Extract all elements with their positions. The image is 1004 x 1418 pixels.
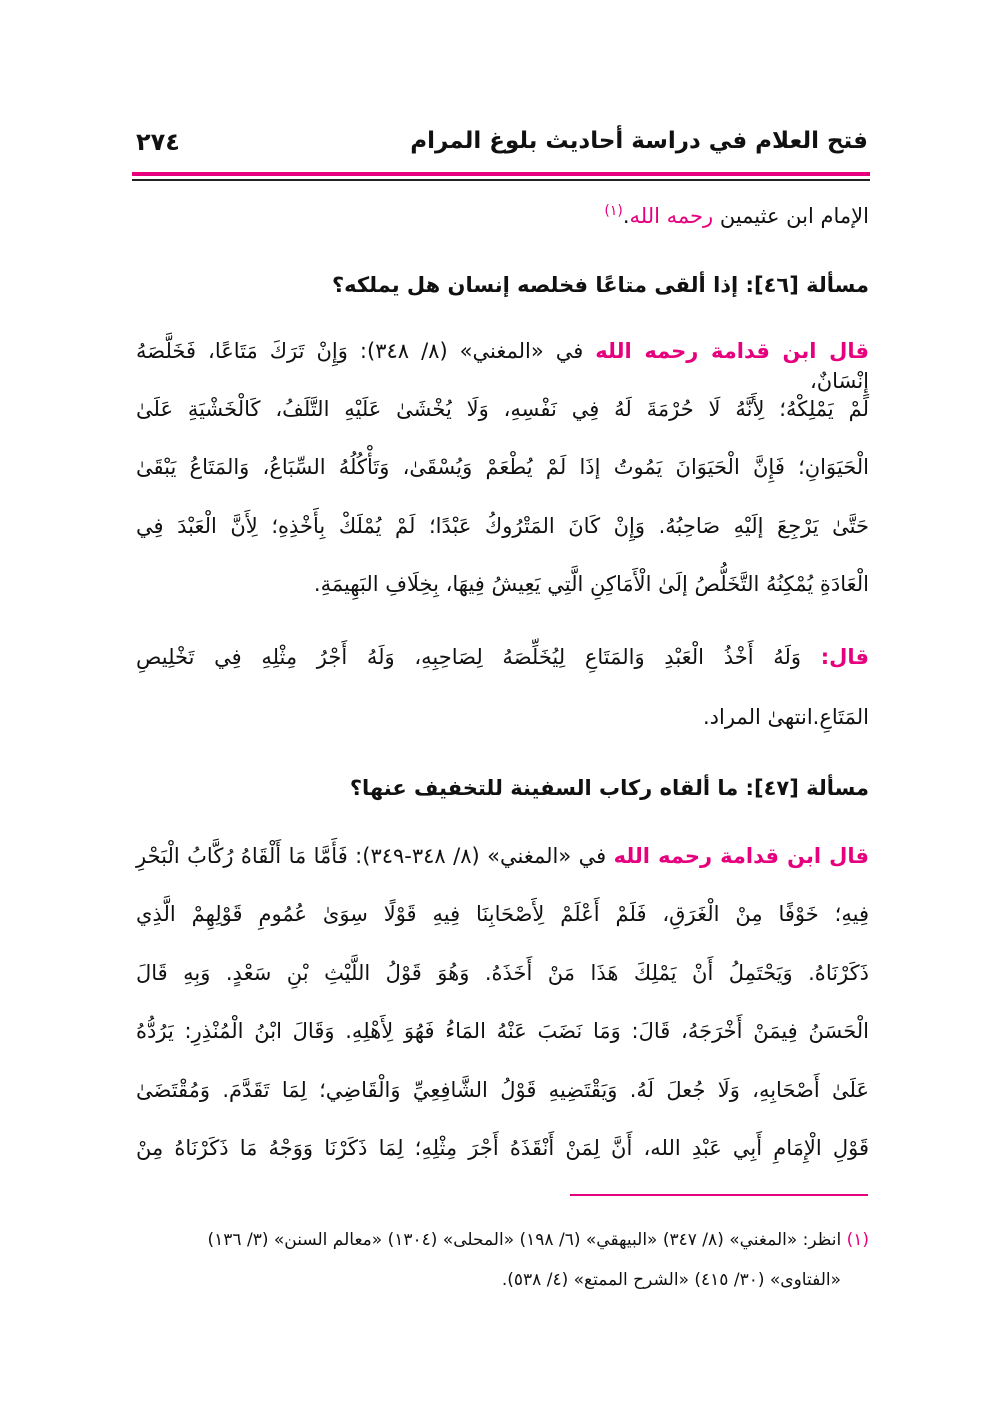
intro-tail: . bbox=[622, 204, 630, 228]
paragraph-line: عَلَىٰ أَصْحَابِهِ، وَلَا جُعلَ لَهُ. وَيَقْتَضِيهِ قَوْلُ الشَّافِعِيِّ وَالْقَاضِي؛ لِمَا تَقَدَّمَ. وَمُقْتَضَىٰ bbox=[136, 1078, 869, 1102]
paragraph-line: ذَكَرْنَاهُ. وَيَحْتَمِلُ أَنْ يَمْلِكَ هَذَا مَنْ أَخَذَهُ. وَهُوَ قَوْلُ اللَّيْثِ بْنِ سَعْدٍ. وَبِهِ قَالَ bbox=[136, 961, 869, 985]
footnote-ref: (١) bbox=[604, 203, 623, 219]
footnote-divider bbox=[570, 1194, 868, 1196]
intro-line bbox=[136, 196, 869, 228]
paragraph-line: الْعَادَةِ يُمْكِنُهُ التَّخَلُّصُ إلَىٰ الْأَمَاكِنِ الَّتِي يَعِيشُ فِيهَا، بِخِلَافِ البَهِيمَةِ. bbox=[313, 572, 869, 596]
footnote-text: انظر: «المغني» (٨/ ٣٤٧) «البيهقي» (٦/ ١٩٨) «المحلى» (١٣٠٤) «معالم السنن» (٣/ ١٣٦) bbox=[207, 1230, 842, 1250]
running-header-title: فتح العلام في دراسة أحاديث بلوغ المرام bbox=[410, 128, 868, 154]
footnote-line bbox=[136, 1227, 869, 1253]
section-heading-47: مسألة [٤٧]: ما ألقاه ركاب السفينة للتخفيف عنها؟ bbox=[349, 776, 869, 800]
paragraph-line: حَتَّىٰ يَرْجِعَ إلَيْهِ صَاحِبُهُ. وَإِنْ كَانَ المَتْرُوكُ عَبْدًا؛ لَمْ يُمْلَكْ بِأَخْذِهِ؛ لِأَنَّ الْعَبْدَ فِي bbox=[136, 514, 869, 538]
paragraph-line: قَوْلِ الْإِمَامِ أَبِي عَبْدِ الله، أَنَّ لِمَنْ أَنْقَذَهُ أَجْرَ مِثْلِهِ؛ لِمَا ذَكَرْنَا وَوَجْهُ مَا ذَكَرْنَاهُ مِنْ bbox=[136, 1136, 869, 1160]
line-text: في «المغني» (٨/ ٣٤٨-٣٤٩): فَأَمَّا مَا أَلْقَاهُ رُكَّابُ الْبَحْرِ bbox=[136, 844, 607, 868]
paragraph-line: المَتَاعِ.انتهىٰ المراد. bbox=[702, 705, 869, 729]
quote-lead: قال ابن قدامة رحمه الله bbox=[595, 339, 869, 363]
honorific: رحمه الله bbox=[629, 204, 714, 228]
intro-text: الإمام ابن عثيمين bbox=[719, 204, 869, 228]
quote-lead: قال ابن قدامة رحمه الله bbox=[613, 844, 869, 868]
line-text: وَلَهُ أَخْذُ الْعَبْدِ وَالمَتَاعِ لِيُخَلِّصَهُ لِصَاحِبِهِ، وَلَهُ أَجْرُ مِثْلِهِ فِي تَخْلِيصِ bbox=[136, 645, 802, 669]
quote-lead: قال: bbox=[820, 645, 869, 669]
header-divider-black bbox=[132, 179, 870, 181]
page-number: ٢٧٤ bbox=[136, 128, 180, 156]
header-divider-pink bbox=[132, 172, 870, 176]
paragraph-line bbox=[136, 336, 869, 393]
paragraph-line: الْحَيَوَانِ؛ فَإِنَّ الْحَيَوَانَ يَمُوتُ إذَا لَمْ يُطْعَمْ وَيُسْقَىٰ، وَتَأْكُلُهُ السِّبَاعُ، وَالمَتَاعُ يَبْقَىٰ bbox=[136, 455, 869, 479]
footnote-marker: (١) bbox=[846, 1230, 869, 1250]
paragraph-line bbox=[136, 642, 869, 674]
line-text: في «المغني» (٨/ ٣٤٨): وَإِنْ تَرَكَ مَتَاعًا، فَخَلَّصَهُ إِنْسَانٌ، bbox=[136, 339, 869, 393]
section-heading-46: مسألة [٤٦]: إذا ألقى متاعًا فخلصه إنسان هل يملكه؟ bbox=[331, 273, 869, 297]
paragraph-line: الْحَسَنُ فِيمَنْ أَخْرَجَهُ، قَالَ: وَمَا نَضَبَ عَنْهُ المَاءُ فَهُوَ لِأَهْلِهِ. وَقَالَ ابْنُ الْمُنْذِرِ: يَرُدُّهُ bbox=[136, 1019, 869, 1043]
footnote-line: «الفتاوى» (٣٠/ ٤١٥) «الشرح الممتع» (٤/ ٥٣٨). bbox=[501, 1270, 841, 1290]
paragraph-line: لَمْ يَمْلِكْهُ؛ لِأَنَّهُ لَا حُرْمَةَ لَهُ فِي نَفْسِهِ، وَلَا يُخْشَىٰ عَلَيْهِ التَّلَفُ، كَالْخَشْيَةِ عَلَىٰ bbox=[136, 397, 869, 421]
paragraph-line bbox=[136, 841, 869, 873]
paragraph-line: فِيهِ؛ خَوْفًا مِنْ الْغَرَقِ، فَلَمْ أَعْلَمْ لِأَصْحَابِنَا فِيهِ قَوْلًا سِوَىٰ عُمُومِ قَوْلِهِمْ الَّذِي bbox=[136, 902, 869, 926]
